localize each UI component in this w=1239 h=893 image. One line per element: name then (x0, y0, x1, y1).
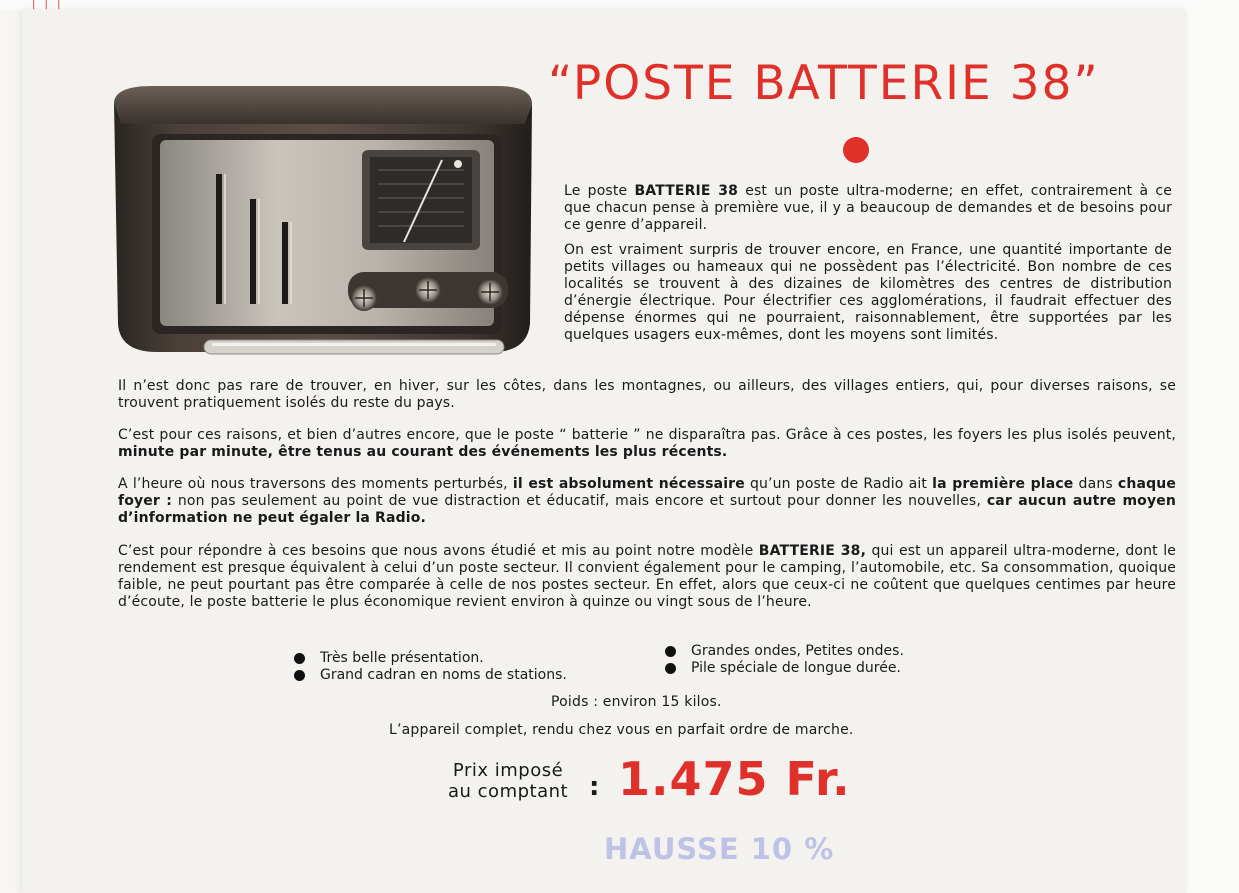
intro-paragraph-1: Le poste BATTERIE 38 est un poste ultra-moderne; en effet, contrairement à ce que chacun pense à première vue, il y a beaucoup de demandes et de besoins pour ce genre d’appareil. (564, 183, 1172, 233)
intro-paragraph-2: On est vraiment surpris de trouver encore, en France, une quantité importante de petits villages ou hameaux qui ne possèdent pas l’électricité. Bon nombre de ces localités se trouvent à des dizaines de kilomètres des centres de distribution d’énergie électrique. Pour électrifier ces agglomérations, il faudrait effectuer des dépense énormes qui ne pourraient, raisonnablement, être supportées par les quelques usagers eux-mêmes, dont les moyens sont limités. (564, 242, 1172, 343)
scan-margin (1187, 0, 1239, 893)
body-paragraph-4: C’est pour ces raisons, et bien d’autres encore, que le poste “ batterie ” ne disparaîtra pas. Grâce à ces postes, les foyers les plus isolés peuvent, minute par minute, être tenus au courant des événements les plus récents. (118, 427, 1176, 460)
price-label-line-1: Prix imposé (452, 760, 564, 781)
price-increase-stamp: HAUSSE 10 % (604, 832, 835, 866)
weight-spec: Poids : environ 15 kilos. (551, 694, 722, 710)
list-item: Grand cadran en noms de stations. (294, 667, 567, 684)
bullet-icon (294, 670, 305, 681)
list-item: Très belle présentation. (294, 650, 567, 667)
list-item: Grandes ondes, Petites ondes. (665, 643, 904, 660)
top-edge-marks: | | | (32, 0, 64, 10)
page-title: “POSTE BATTERIE 38” (548, 56, 1100, 111)
body-paragraph-5: A l’heure où nous traversons des moments perturbés, il est absolument nécessaire qu’un poste de Radio ait la première place dans chaque foyer : non pas seulement au point de vue distraction et éducatif, mais encore et surtout pour donner les nouvelles, car aucun autre moyen d’information ne peut égaler la Radio. (118, 476, 1177, 526)
body-paragraph-6: C’est pour répondre à ces besoins que nous avons étudié et mis au point notre modèle BATTERIE 38, qui est un appareil ultra-moderne, dont le rendement est presque équivalent à celui d’un poste secteur. Il convient également pour le camping, l’automobile, etc. Sa consommation, quoique faible, ne peut pourtant pas être comparée à celle de nos postes secteur. En effet, alors que ceux-ci ne coûtent que quelques centimes par heure d’écoute, le poste batterie le plus économique revient environ à quinze ou vingt sous de l’heure. (118, 543, 1176, 610)
bullet-icon (665, 646, 676, 657)
delivery-note: L’appareil complet, rendu chez vous en parfait ordre de marche. (389, 722, 854, 738)
price-label-line-2: au comptant (448, 781, 569, 802)
price-value: 1.475 Fr. (618, 752, 851, 806)
features-list-left (294, 650, 567, 684)
red-dot-ornament (843, 137, 869, 163)
features-list-right (665, 643, 904, 677)
bullet-icon (665, 663, 676, 674)
body-paragraph-3: Il n’est donc pas rare de trouver, en hiver, sur les côtes, dans les montagnes, ou ailleurs, des villages entiers, qui, pour diverses raisons, se trouvent pratiquement isolés du reste du pays. (118, 378, 1176, 411)
price-label (448, 760, 568, 802)
price-separator: : (589, 772, 600, 802)
top-strip (0, 0, 1239, 10)
list-item: Pile spéciale de longue durée. (665, 660, 904, 677)
bullet-icon (294, 653, 305, 664)
radio-set-illustration (112, 84, 537, 364)
